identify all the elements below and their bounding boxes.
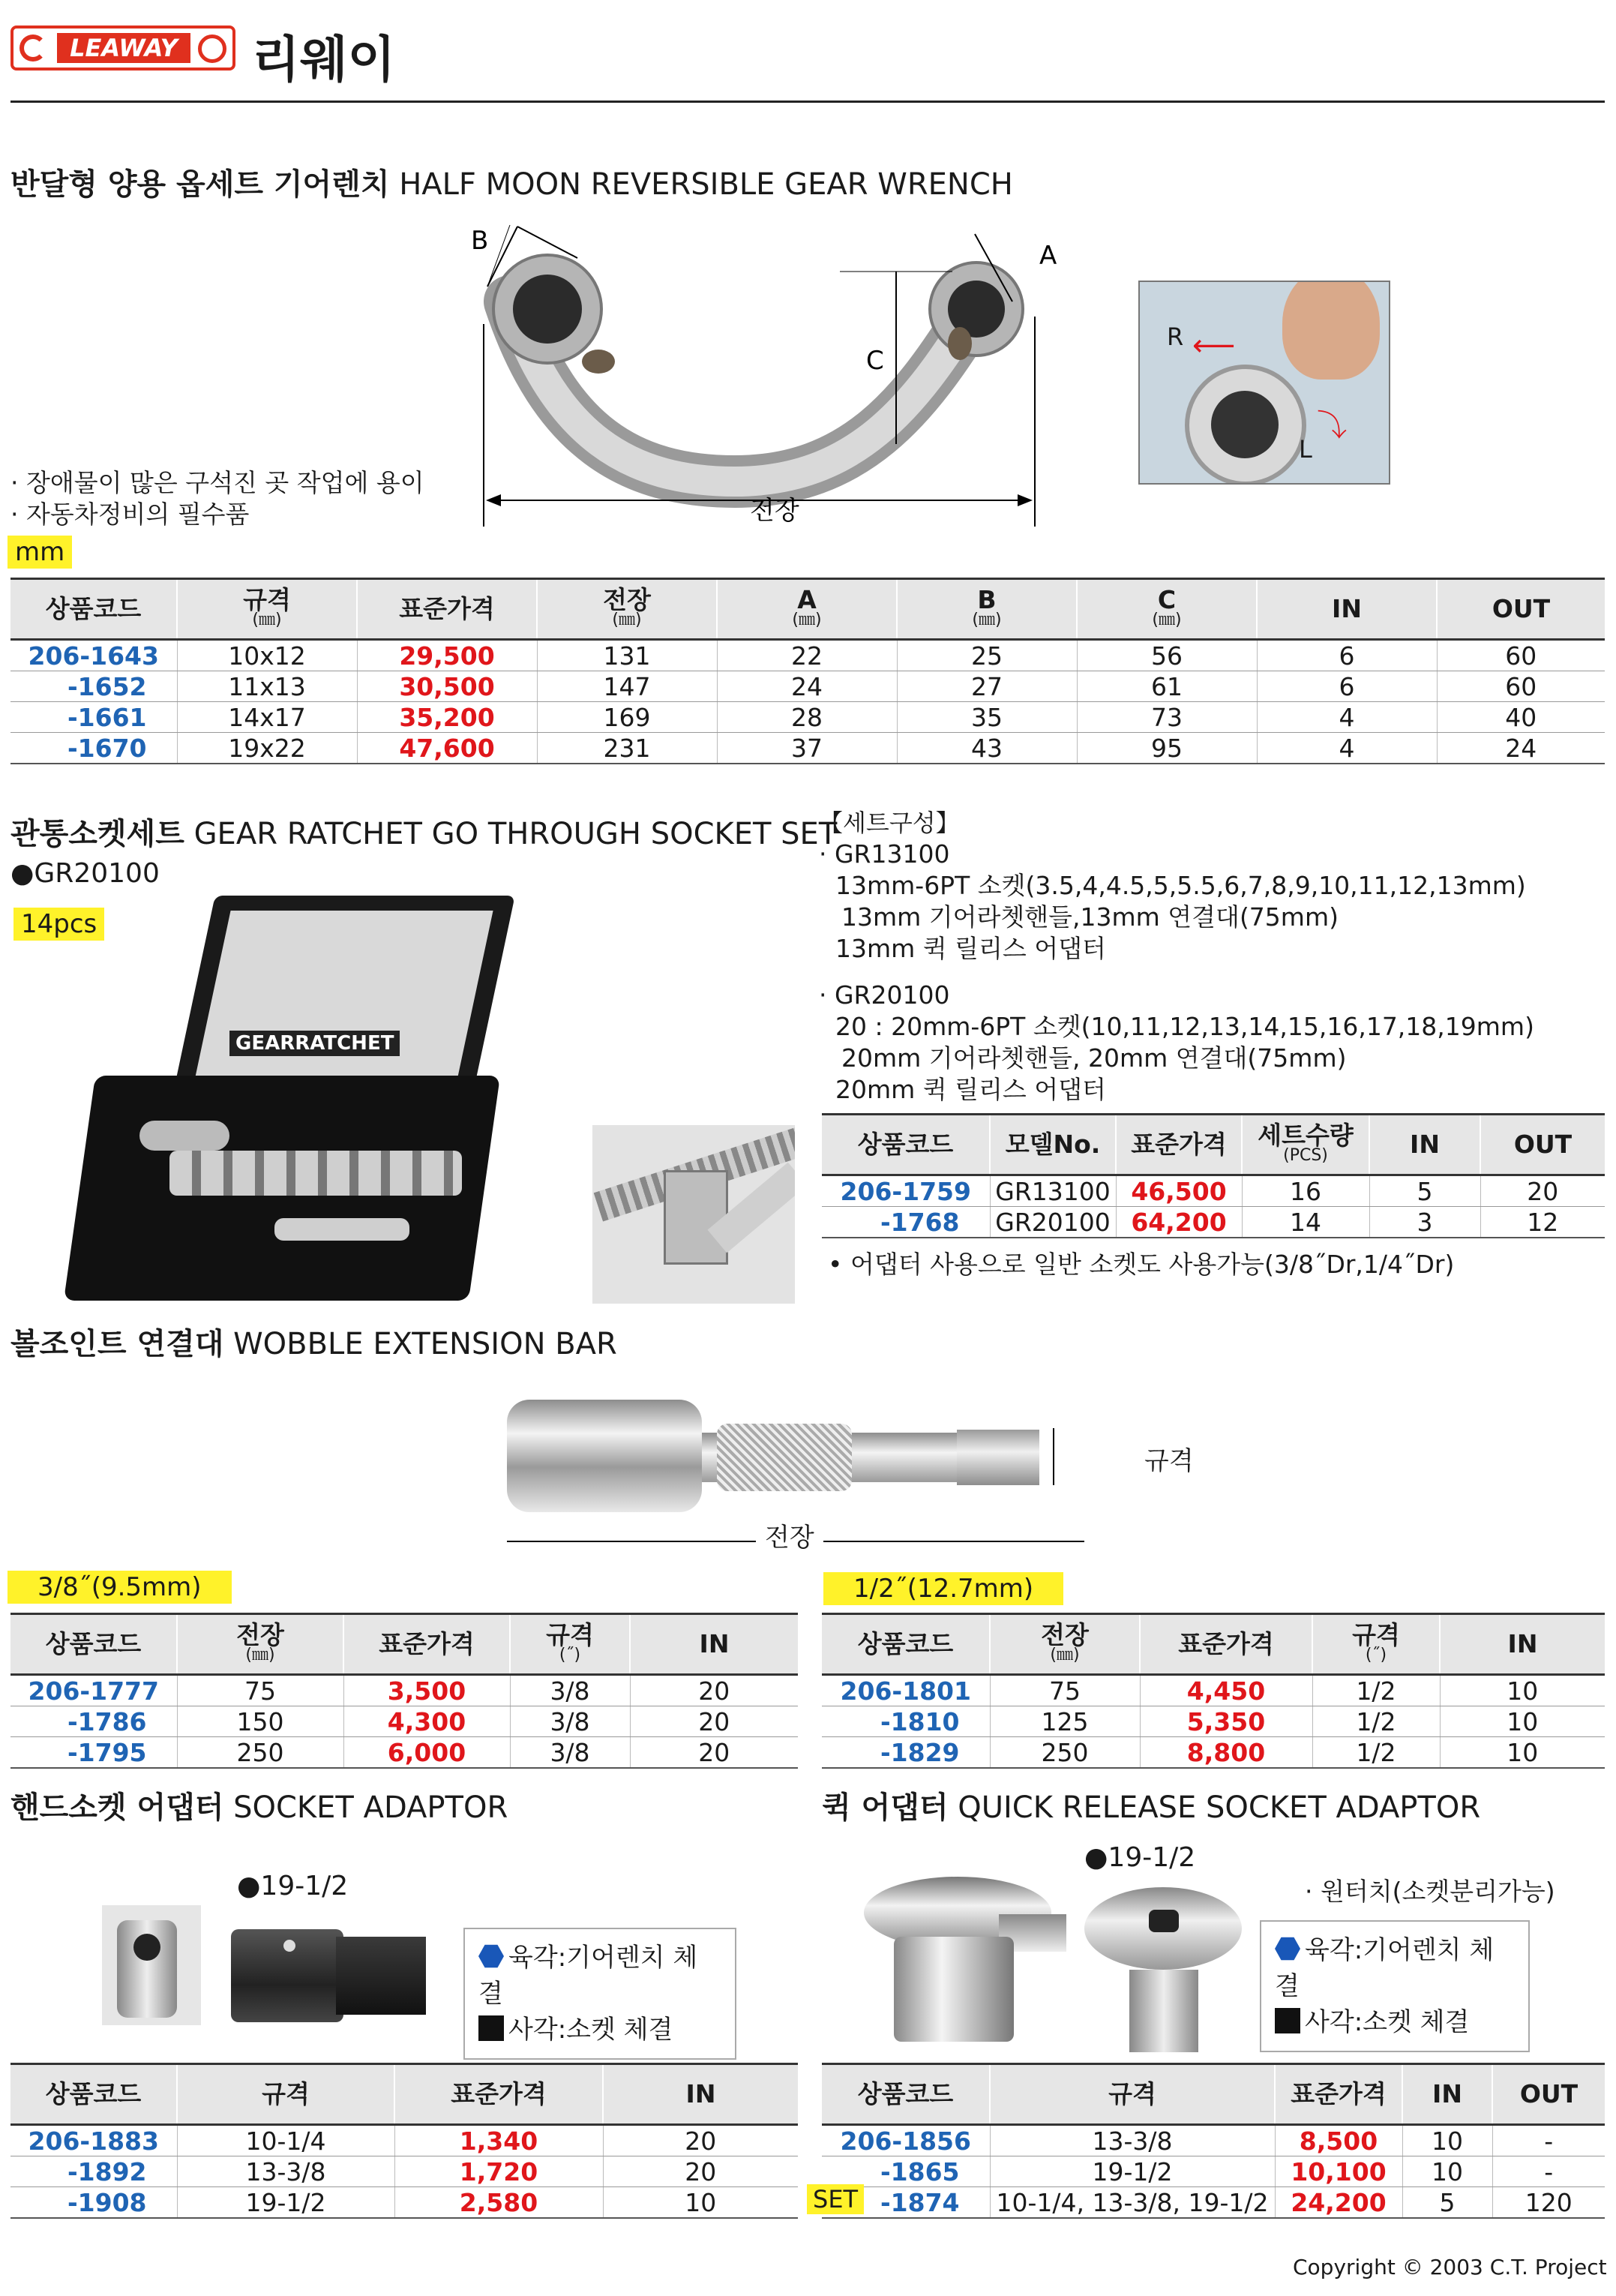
composition-line: 13mm-6PT 소켓(3.5,4,4.5,5,5.5,6,7,8,9,10,11,12,13mm) — [835, 871, 1526, 900]
table-cell: 75 — [990, 1675, 1140, 1706]
case-lid-print — [190, 911, 493, 1098]
legend-hex-row: 육각:기어렌치 체결 — [1275, 1935, 1495, 2001]
logo-text: LEAWAY — [57, 33, 190, 63]
inset-label-l: L — [1299, 435, 1312, 464]
adaptor-ball — [283, 1940, 295, 1952]
ratchet-hole — [1211, 391, 1279, 458]
table-cell: 19-1/2 — [177, 2187, 394, 2219]
price: 30,500 — [357, 671, 537, 702]
product-code: 206-1801 — [822, 1675, 990, 1706]
price: 3,500 — [343, 1675, 510, 1706]
table-cell: 60 — [1437, 671, 1605, 702]
table-cell: 169 — [537, 702, 717, 733]
table-cell: 1/2 — [1312, 1737, 1440, 1769]
price: 10,100 — [1275, 2156, 1402, 2187]
table-cell: 19-1/2 — [990, 2156, 1275, 2187]
table-cell: - — [1492, 2125, 1605, 2156]
column-header: OUT — [1437, 579, 1605, 640]
price: 47,600 — [357, 733, 537, 764]
table-cell: 10 — [1402, 2156, 1492, 2187]
extension-label-size: 규격 — [1144, 1446, 1194, 1476]
price: 4,300 — [343, 1706, 510, 1737]
column-header: 상품코드 — [822, 1614, 990, 1675]
table-cell: 3/8 — [510, 1737, 630, 1769]
extension-right-table — [822, 1613, 1605, 1769]
table-cell: 20 — [603, 2156, 798, 2187]
column-header: OUT — [1480, 1115, 1605, 1175]
adaptor-legend — [463, 1928, 736, 2060]
table-cell: 3/8 — [510, 1706, 630, 1737]
adaptor-square-end — [336, 1937, 426, 2015]
diagram-label-a: A — [1039, 241, 1057, 271]
table-row — [822, 1675, 1605, 1706]
wrench-table — [10, 578, 1605, 764]
column-header: 모델No. — [990, 1115, 1116, 1175]
product-code: -1810 — [822, 1706, 990, 1737]
table-cell: 22 — [717, 640, 897, 671]
table-cell: 25 — [897, 640, 1077, 671]
table-cell: 150 — [177, 1706, 343, 1737]
table-cell: 95 — [1077, 733, 1257, 764]
table-row — [10, 2125, 798, 2156]
column-header: IN — [1440, 1614, 1605, 1675]
table-cell: 40 — [1437, 702, 1605, 733]
product-code: 206-1643 — [10, 640, 177, 671]
product-code: -1661 — [10, 702, 177, 733]
column-header: 표준가격 — [1116, 1115, 1242, 1175]
adaptor-table — [10, 2063, 798, 2219]
socketset-table — [822, 1113, 1605, 1238]
table-row — [822, 1706, 1605, 1737]
table-cell: GR13100 — [990, 1175, 1116, 1207]
table-row — [10, 640, 1605, 671]
dim-line-size — [1053, 1428, 1054, 1485]
bar-knurled-grip — [717, 1424, 852, 1491]
table-row — [10, 1675, 798, 1706]
adaptor-small-button — [133, 1934, 160, 1961]
column-header: IN — [1257, 579, 1437, 640]
table-row — [10, 2187, 798, 2219]
price: 4,450 — [1140, 1675, 1312, 1706]
extension-left-table — [10, 1613, 798, 1769]
price: 8,800 — [1140, 1737, 1312, 1769]
quick-small-drive — [1129, 1970, 1198, 2052]
table-cell: 147 — [537, 671, 717, 702]
table-row — [822, 2156, 1605, 2187]
table-cell: 6 — [1257, 640, 1437, 671]
table-cell: 1/2 — [1312, 1706, 1440, 1737]
socketset-section-title: 관통소켓세트 GEAR RATCHET GO THROUGH SOCKET SET — [10, 817, 838, 851]
table-header-row — [822, 1614, 1605, 1675]
wrench-diagram — [435, 212, 1110, 527]
product-code: 206-1883 — [10, 2125, 177, 2156]
table-cell: 4 — [1257, 733, 1437, 764]
column-header: 전장 (㎜) — [177, 1614, 343, 1675]
column-header: 상품코드 — [10, 579, 177, 640]
table-cell: 13-3/8 — [177, 2156, 394, 2187]
composition-line: 13mm 퀵 릴리스 어댑터 — [835, 934, 1106, 963]
composition-model: · GR13100 — [819, 839, 950, 869]
table-row — [822, 1737, 1605, 1769]
table-row — [10, 733, 1605, 764]
table-cell: 231 — [537, 733, 717, 764]
price: 35,200 — [357, 702, 537, 733]
column-header: 표준가격 — [394, 2064, 603, 2125]
case-brand-label: GEARRATCHET — [229, 1031, 400, 1056]
column-header: IN — [630, 1614, 798, 1675]
table-cell: 56 — [1077, 640, 1257, 671]
table-cell: 10-1/4, 13-3/8, 19-1/2 — [990, 2187, 1275, 2219]
table-row — [10, 1737, 798, 1769]
composition-gr13100 — [819, 839, 1526, 965]
table-cell: 1/2 — [1312, 1675, 1440, 1706]
table-cell: 250 — [990, 1737, 1140, 1769]
table-cell: 28 — [717, 702, 897, 733]
table-row — [822, 1175, 1605, 1207]
extension-right-tag: 1/2˝(12.7mm) — [823, 1572, 1063, 1605]
table-cell: 73 — [1077, 702, 1257, 733]
column-header: 규격 (˝) — [510, 1614, 630, 1675]
hexagon-icon — [478, 1943, 504, 1969]
product-code: -1652 — [10, 671, 177, 702]
table-cell: 20 — [630, 1706, 798, 1737]
table-cell: 20 — [603, 2125, 798, 2156]
column-header: 전장 (㎜) — [990, 1614, 1140, 1675]
table-cell: 27 — [897, 671, 1077, 702]
quick-model-bullet: ●19-1/2 — [1084, 1842, 1196, 1873]
quick-callout: · 원터치(소켓분리가능) — [1305, 1877, 1555, 1906]
column-header: B (㎜) — [897, 579, 1077, 640]
column-header: 표준가격 — [1140, 1614, 1312, 1675]
quick-set-tag: SET — [807, 2184, 864, 2214]
table-cell: - — [1492, 2156, 1605, 2187]
quick-table — [822, 2063, 1605, 2219]
product-code: -1768 — [822, 1207, 990, 1238]
extension-bar-piece — [274, 1218, 409, 1241]
legend-hex-row: 육각:기어렌치 체결 — [478, 1943, 698, 2009]
price: 5,350 — [1140, 1706, 1312, 1737]
quick-small-button — [1149, 1910, 1179, 1932]
table-header-row — [822, 1115, 1605, 1175]
column-header: 세트수량 (PCS) — [1242, 1115, 1369, 1175]
table-cell: 10x12 — [177, 640, 357, 671]
table-cell: 10 — [1440, 1706, 1605, 1737]
table-row — [10, 1706, 798, 1737]
table-row — [822, 1207, 1605, 1238]
price: 1,340 — [394, 2125, 603, 2156]
column-header: 상품코드 — [10, 2064, 177, 2125]
table-cell: 16 — [1242, 1175, 1369, 1207]
composition-title: 【세트구성】 — [819, 809, 960, 837]
table-cell: 35 — [897, 702, 1077, 733]
logo-c-mark — [19, 35, 46, 62]
product-code: -1865 — [822, 2156, 990, 2187]
table-header-row — [822, 2064, 1605, 2125]
table-cell: 10 — [603, 2187, 798, 2219]
socket-through — [664, 1170, 728, 1265]
table-row — [822, 2125, 1605, 2156]
column-header: 규격 — [990, 2064, 1275, 2125]
table-cell: 24 — [717, 671, 897, 702]
table-cell: 10 — [1440, 1675, 1605, 1706]
table-cell: 13-3/8 — [990, 2125, 1275, 2156]
quick-photo-large — [864, 1877, 1060, 2046]
extension-label-length: 전장 — [756, 1517, 823, 1553]
composition-model: · GR20100 — [819, 980, 950, 1010]
socketset-detail-photo — [592, 1125, 795, 1304]
table-cell: 131 — [537, 640, 717, 671]
product-code: 206-1856 — [822, 2125, 990, 2156]
extension-left-tag: 3/8˝(9.5mm) — [7, 1571, 232, 1604]
product-code: -1829 — [822, 1737, 990, 1769]
table-cell: 5 — [1402, 2187, 1492, 2219]
table-cell: 61 — [1077, 671, 1257, 702]
table-cell: 43 — [897, 733, 1077, 764]
brand-logo — [10, 26, 235, 71]
adaptor-photo-main — [231, 1925, 433, 2027]
column-header: 규격 (㎜) — [177, 579, 357, 640]
price: 2,580 — [394, 2187, 603, 2219]
table-cell: 120 — [1492, 2187, 1605, 2219]
column-header: 상품코드 — [10, 1614, 177, 1675]
finger — [1282, 281, 1380, 380]
product-code: -1795 — [10, 1737, 177, 1769]
column-header: A (㎜) — [717, 579, 897, 640]
price: 29,500 — [357, 640, 537, 671]
product-code: -1786 — [10, 1706, 177, 1737]
table-cell: 5 — [1369, 1175, 1480, 1207]
ratchet-handle — [139, 1121, 229, 1151]
wrench-bullet-1: · 장애물이 많은 구석진 곳 작업에 용이 — [10, 468, 424, 497]
column-header: 규격 — [177, 2064, 394, 2125]
socketset-pcs-tag: 14pcs — [13, 908, 104, 941]
column-header: 표준가격 — [357, 579, 537, 640]
table-cell: 11x13 — [177, 671, 357, 702]
column-header: 상품코드 — [822, 2064, 990, 2125]
legend-square-row: 사각:소켓 체결 — [1275, 2004, 1515, 2040]
socketset-model-bullet: ●GR20100 — [10, 858, 160, 889]
table-cell: 37 — [717, 733, 897, 764]
legend-square-row: 사각:소켓 체결 — [478, 2012, 721, 2048]
composition-line: 20mm 퀵 릴리스 어댑터 — [835, 1075, 1106, 1104]
table-cell: 20 — [1480, 1175, 1605, 1207]
bar-socket-end — [507, 1400, 702, 1512]
column-header: 규격 (˝) — [1312, 1614, 1440, 1675]
table-cell: 10-1/4 — [177, 2125, 394, 2156]
wrench-inset-photo — [1138, 281, 1390, 485]
wrench-unit-tag: mm — [7, 536, 72, 569]
price: 8,500 — [1275, 2125, 1402, 2156]
column-header: IN — [1402, 2064, 1492, 2125]
table-row — [10, 702, 1605, 733]
table-row — [10, 2156, 798, 2187]
diagram-label-b: B — [471, 226, 489, 256]
product-code: -1670 — [10, 733, 177, 764]
header-divider — [10, 101, 1605, 103]
table-row — [10, 671, 1605, 702]
table-cell: 10 — [1440, 1737, 1605, 1769]
table-cell: 250 — [177, 1737, 343, 1769]
table-cell: 24 — [1437, 733, 1605, 764]
socket-row — [169, 1151, 462, 1196]
wrench-bullet-2: · 자동차정비의 필수품 — [10, 500, 250, 529]
price: 46,500 — [1116, 1175, 1242, 1207]
table-cell: 10 — [1402, 2125, 1492, 2156]
adaptor-section-title: 핸드소켓 어댑터 SOCKET ADAPTOR — [10, 1790, 508, 1825]
inset-label-r: R — [1167, 323, 1184, 351]
composition-line: 13mm 기어라쳇핸들,13mm 연결대(75mm) — [841, 902, 1339, 932]
product-code: -1874 — [822, 2187, 990, 2219]
price: 24,200 — [1275, 2187, 1402, 2219]
bar-square-drive — [957, 1430, 1039, 1485]
table-header-row — [10, 1614, 798, 1675]
adaptor-model-bullet: ●19-1/2 — [237, 1871, 349, 1901]
socketset-note: • 어댑터 사용으로 일반 소켓도 사용가능(3/8˝Dr,1/4˝Dr) — [828, 1250, 1455, 1279]
square-icon — [1275, 2008, 1300, 2033]
product-code: 206-1777 — [10, 1675, 177, 1706]
hexagon-icon — [1275, 1936, 1300, 1961]
diagram-label-c: C — [866, 346, 884, 376]
table-cell: 14 — [1242, 1207, 1369, 1238]
adaptor-photo-small — [102, 1905, 201, 2025]
column-header: 표준가격 — [343, 1614, 510, 1675]
product-code: 206-1759 — [822, 1175, 990, 1207]
table-cell: 60 — [1437, 640, 1605, 671]
table-header-row — [10, 579, 1605, 640]
quick-legend — [1260, 1920, 1530, 2052]
extension-section-title: 볼조인트 연결대 WOBBLE EXTENSION BAR — [10, 1327, 617, 1361]
table-cell: 3 — [1369, 1207, 1480, 1238]
quick-socket — [894, 1937, 1014, 2042]
logo-star-icon — [198, 35, 226, 63]
table-cell: GR20100 — [990, 1207, 1116, 1238]
socketset-case-photo — [79, 896, 492, 1310]
brand-name: 리웨이 — [252, 31, 396, 89]
table-header-row — [10, 2064, 798, 2125]
product-code: -1908 — [10, 2187, 177, 2219]
column-header: 전장 (㎜) — [537, 579, 717, 640]
column-header: C (㎜) — [1077, 579, 1257, 640]
table-cell: 20 — [630, 1675, 798, 1706]
arrow-down-icon: ⤵ — [1317, 409, 1347, 443]
table-cell: 20 — [630, 1737, 798, 1769]
table-row — [822, 2187, 1605, 2219]
table-cell: 19x22 — [177, 733, 357, 764]
table-cell: 14x17 — [177, 702, 357, 733]
wrench-section-title: 반달형 양용 옵세트 기어렌치 HALF MOON REVERSIBLE GEAR WRENCH — [10, 167, 1013, 202]
extension-bar-photo — [507, 1400, 1107, 1535]
price: 6,000 — [343, 1737, 510, 1769]
column-header: IN — [603, 2064, 798, 2125]
table-cell: 75 — [177, 1675, 343, 1706]
square-icon — [478, 2015, 504, 2041]
column-header: 상품코드 — [822, 1115, 990, 1175]
diagram-label-length: 전장 — [750, 496, 799, 526]
price: 64,200 — [1116, 1207, 1242, 1238]
quick-section-title: 퀵 어댑터 QUICK RELEASE SOCKET ADAPTOR — [822, 1790, 1481, 1825]
arrow-left-icon: ⟵ — [1192, 329, 1236, 363]
table-cell: 4 — [1257, 702, 1437, 733]
product-code: -1892 — [10, 2156, 177, 2187]
table-cell: 125 — [990, 1706, 1140, 1737]
quick-photo-small — [1084, 1887, 1245, 2057]
column-header: IN — [1369, 1115, 1480, 1175]
table-cell: 12 — [1480, 1207, 1605, 1238]
composition-gr20100 — [819, 980, 1534, 1106]
table-cell: 3/8 — [510, 1675, 630, 1706]
column-header: OUT — [1492, 2064, 1605, 2125]
copyright: Copyright © 2003 C.T. Project — [1293, 2255, 1607, 2279]
composition-line: 20mm 기어라쳇핸들, 20mm 연결대(75mm) — [841, 1043, 1347, 1073]
price: 1,720 — [394, 2156, 603, 2187]
column-header: 표준가격 — [1275, 2064, 1402, 2125]
composition-line: 20 : 20mm-6PT 소켓(10,11,12,13,14,15,16,17,18,19mm) — [835, 1012, 1534, 1041]
table-cell: 6 — [1257, 671, 1437, 702]
